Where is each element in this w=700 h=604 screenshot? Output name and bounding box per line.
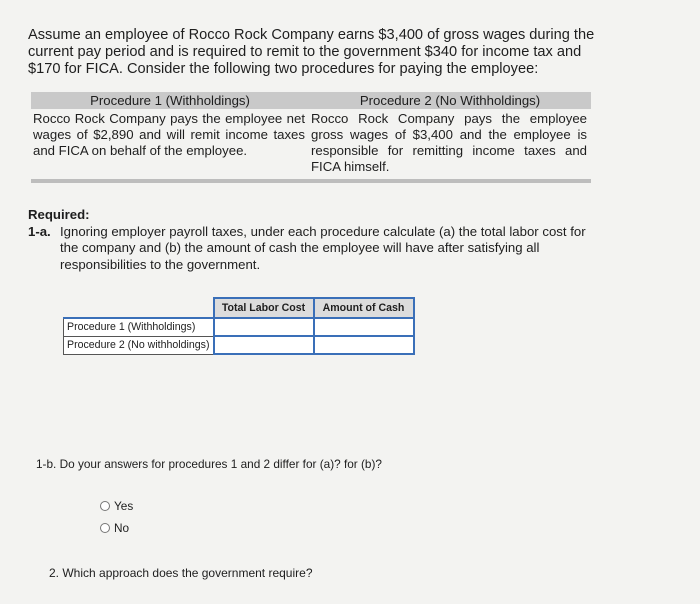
- col-header-amount-of-cash: Amount of Cash: [314, 298, 414, 318]
- row-label-procedure-1: Procedure 1 (Withholdings): [64, 318, 214, 336]
- option-yes-label: Yes: [114, 499, 134, 513]
- procedure-2-description: Rocco Rock Company pays the employee gross wages of $3,400 and the employee is responsible for remitting income taxes and FICA himself.: [309, 109, 591, 181]
- question-1a-number: 1-a.: [28, 223, 51, 239]
- radio-yes[interactable]: [100, 501, 110, 511]
- required-section: [28, 207, 593, 273]
- procedure-2-header: Procedure 2 (No Withholdings): [309, 92, 591, 109]
- procedure-1-labor-cost-input[interactable]: [214, 318, 314, 336]
- procedure-1-cash-input[interactable]: [314, 318, 414, 336]
- option-yes[interactable]: [100, 499, 133, 513]
- problem-intro: Assume an employee of Rocco Rock Company earns $3,400 of gross wages during the current pay period and is required to remit to the government $340 for income tax and $170 for FICA. Consider the following two procedures for paying the employee:: [28, 27, 595, 77]
- procedure-1-header: Procedure 1 (Withholdings): [31, 92, 309, 109]
- radio-no[interactable]: [100, 523, 110, 533]
- procedure-2-cash-input[interactable]: [314, 336, 414, 354]
- procedures-table: [31, 92, 591, 183]
- required-heading: Required:: [28, 207, 90, 222]
- answer-table-corner: [64, 298, 214, 318]
- col-header-total-labor-cost: Total Labor Cost: [214, 298, 314, 318]
- option-no-label: No: [114, 521, 130, 535]
- question-1b: 1-b. Do your answers for procedures 1 and 2 differ for (a)? for (b)?: [36, 457, 382, 471]
- question-1a: [28, 224, 593, 274]
- procedure-1-description: Rocco Rock Company pays the employee net wages of $2,890 and will remit income taxes and FICA on behalf of the employee.: [31, 109, 309, 181]
- table-row: [64, 336, 414, 354]
- option-no[interactable]: [100, 521, 129, 535]
- question-1a-text: Ignoring employer payroll taxes, under each procedure calculate (a) the total labor cost for the company and (b) the amount of cash the employee will have after satisfying all responsibilities to the government.: [60, 223, 586, 272]
- table-row: [64, 318, 414, 336]
- question-2: 2. Which approach does the government require?: [49, 566, 313, 580]
- procedure-2-labor-cost-input[interactable]: [214, 336, 314, 354]
- row-label-procedure-2: Procedure 2 (No withholdings): [64, 336, 214, 354]
- answer-table: [63, 297, 415, 355]
